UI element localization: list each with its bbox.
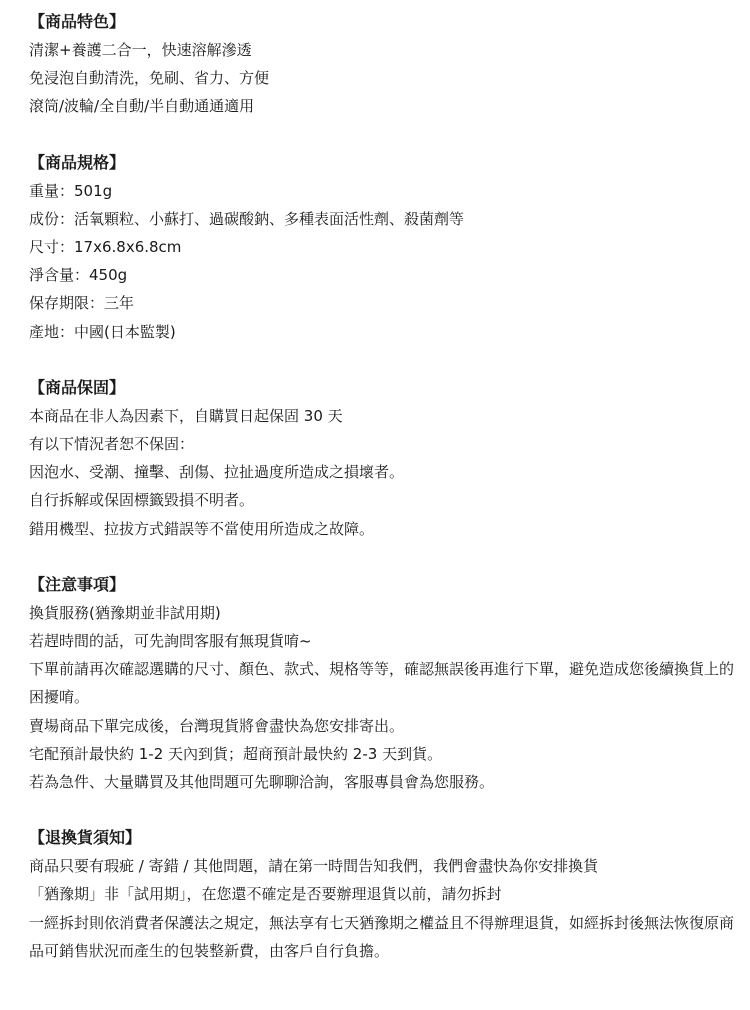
section-features (29, 8, 734, 121)
section-notes (29, 571, 734, 796)
text-line: 尺寸：17x6.8x6.8cm (29, 238, 182, 257)
text-line: 本商品在非人為因素下，自購買日起保固 30 天 (29, 406, 343, 425)
product-description (29, 8, 734, 965)
section-warranty (29, 374, 734, 543)
text-line: 自行拆解或保固標籤毀損不明者。 (29, 491, 255, 510)
text-line: 淨含量：450g (29, 266, 128, 285)
text-line: 換貨服務(猶豫期並非試用期) (29, 603, 221, 622)
text-line: 錯用機型、拉拔方式錯誤等不當使用所造成之故障。 (29, 519, 375, 538)
text-line: 宅配預計最快約 1-2 天內到貨；超商預計最快約 2-3 天到貨。 (29, 744, 443, 763)
text-line: 免浸泡自動清洗，免刷、省力、方便 (29, 69, 270, 88)
section-returns (29, 824, 734, 965)
text-line: 若趕時間的話，可先詢問客服有無現貨唷~ (29, 632, 312, 651)
text-line: 滾筒/波輪/全自動/半自動通通適用 (29, 97, 255, 116)
text-line: 保存期限：三年 (29, 294, 135, 313)
section-heading: 【退換貨須知】 (29, 828, 142, 848)
text-line: 若為急件、大量購買及其他問題可先聊聊洽詢，客服專員會為您服務。 (29, 773, 495, 792)
text-line: 賣場商品下單完成後，台灣現貨將會盡快為您安排寄出。 (29, 716, 405, 735)
section-heading: 【商品保固】 (29, 377, 126, 397)
section-heading: 【商品規格】 (29, 152, 126, 172)
text-line: 成份：活氧顆粒、小蘇打、過碳酸鈉、多種表面活性劑、殺菌劑等 (29, 209, 465, 228)
section-specs (29, 149, 734, 346)
text-line: 商品只要有瑕疵 / 寄錯 / 其他問題，請在第一時間告知我們，我們會盡快為你安排換貨 (29, 857, 599, 876)
text-line: 一經拆封則依消費者保護法之規定，無法享有七天猶豫期之權益且不得辦理退貨，如經拆封後無法恢復原商品可銷售狀況而產生的包裝整新費，由客戶自行負擔。 (29, 913, 735, 960)
text-line: 有以下情況者恕不保固： (29, 435, 195, 454)
text-line: 因泡水、受潮、撞擊、刮傷、拉扯過度所造成之損壞者。 (29, 463, 405, 482)
section-heading: 【注意事項】 (29, 574, 126, 594)
section-heading: 【商品特色】 (29, 12, 126, 31)
text-line: 產地：中國(日本監製) (29, 322, 176, 341)
text-line: 重量：501g (29, 181, 113, 200)
text-line: 下單前請再次確認選購的尺寸、顏色、款式、規格等等，確認無誤後再進行下單，避免造成您後續換貨上的困擾唷。 (29, 660, 735, 707)
text-line: 清潔+養護二合一，快速溶解滲透 (29, 41, 252, 59)
text-line: 「猶豫期」非「試用期」，在您還不確定是否要辦理退貨以前，請勿拆封 (29, 885, 502, 904)
